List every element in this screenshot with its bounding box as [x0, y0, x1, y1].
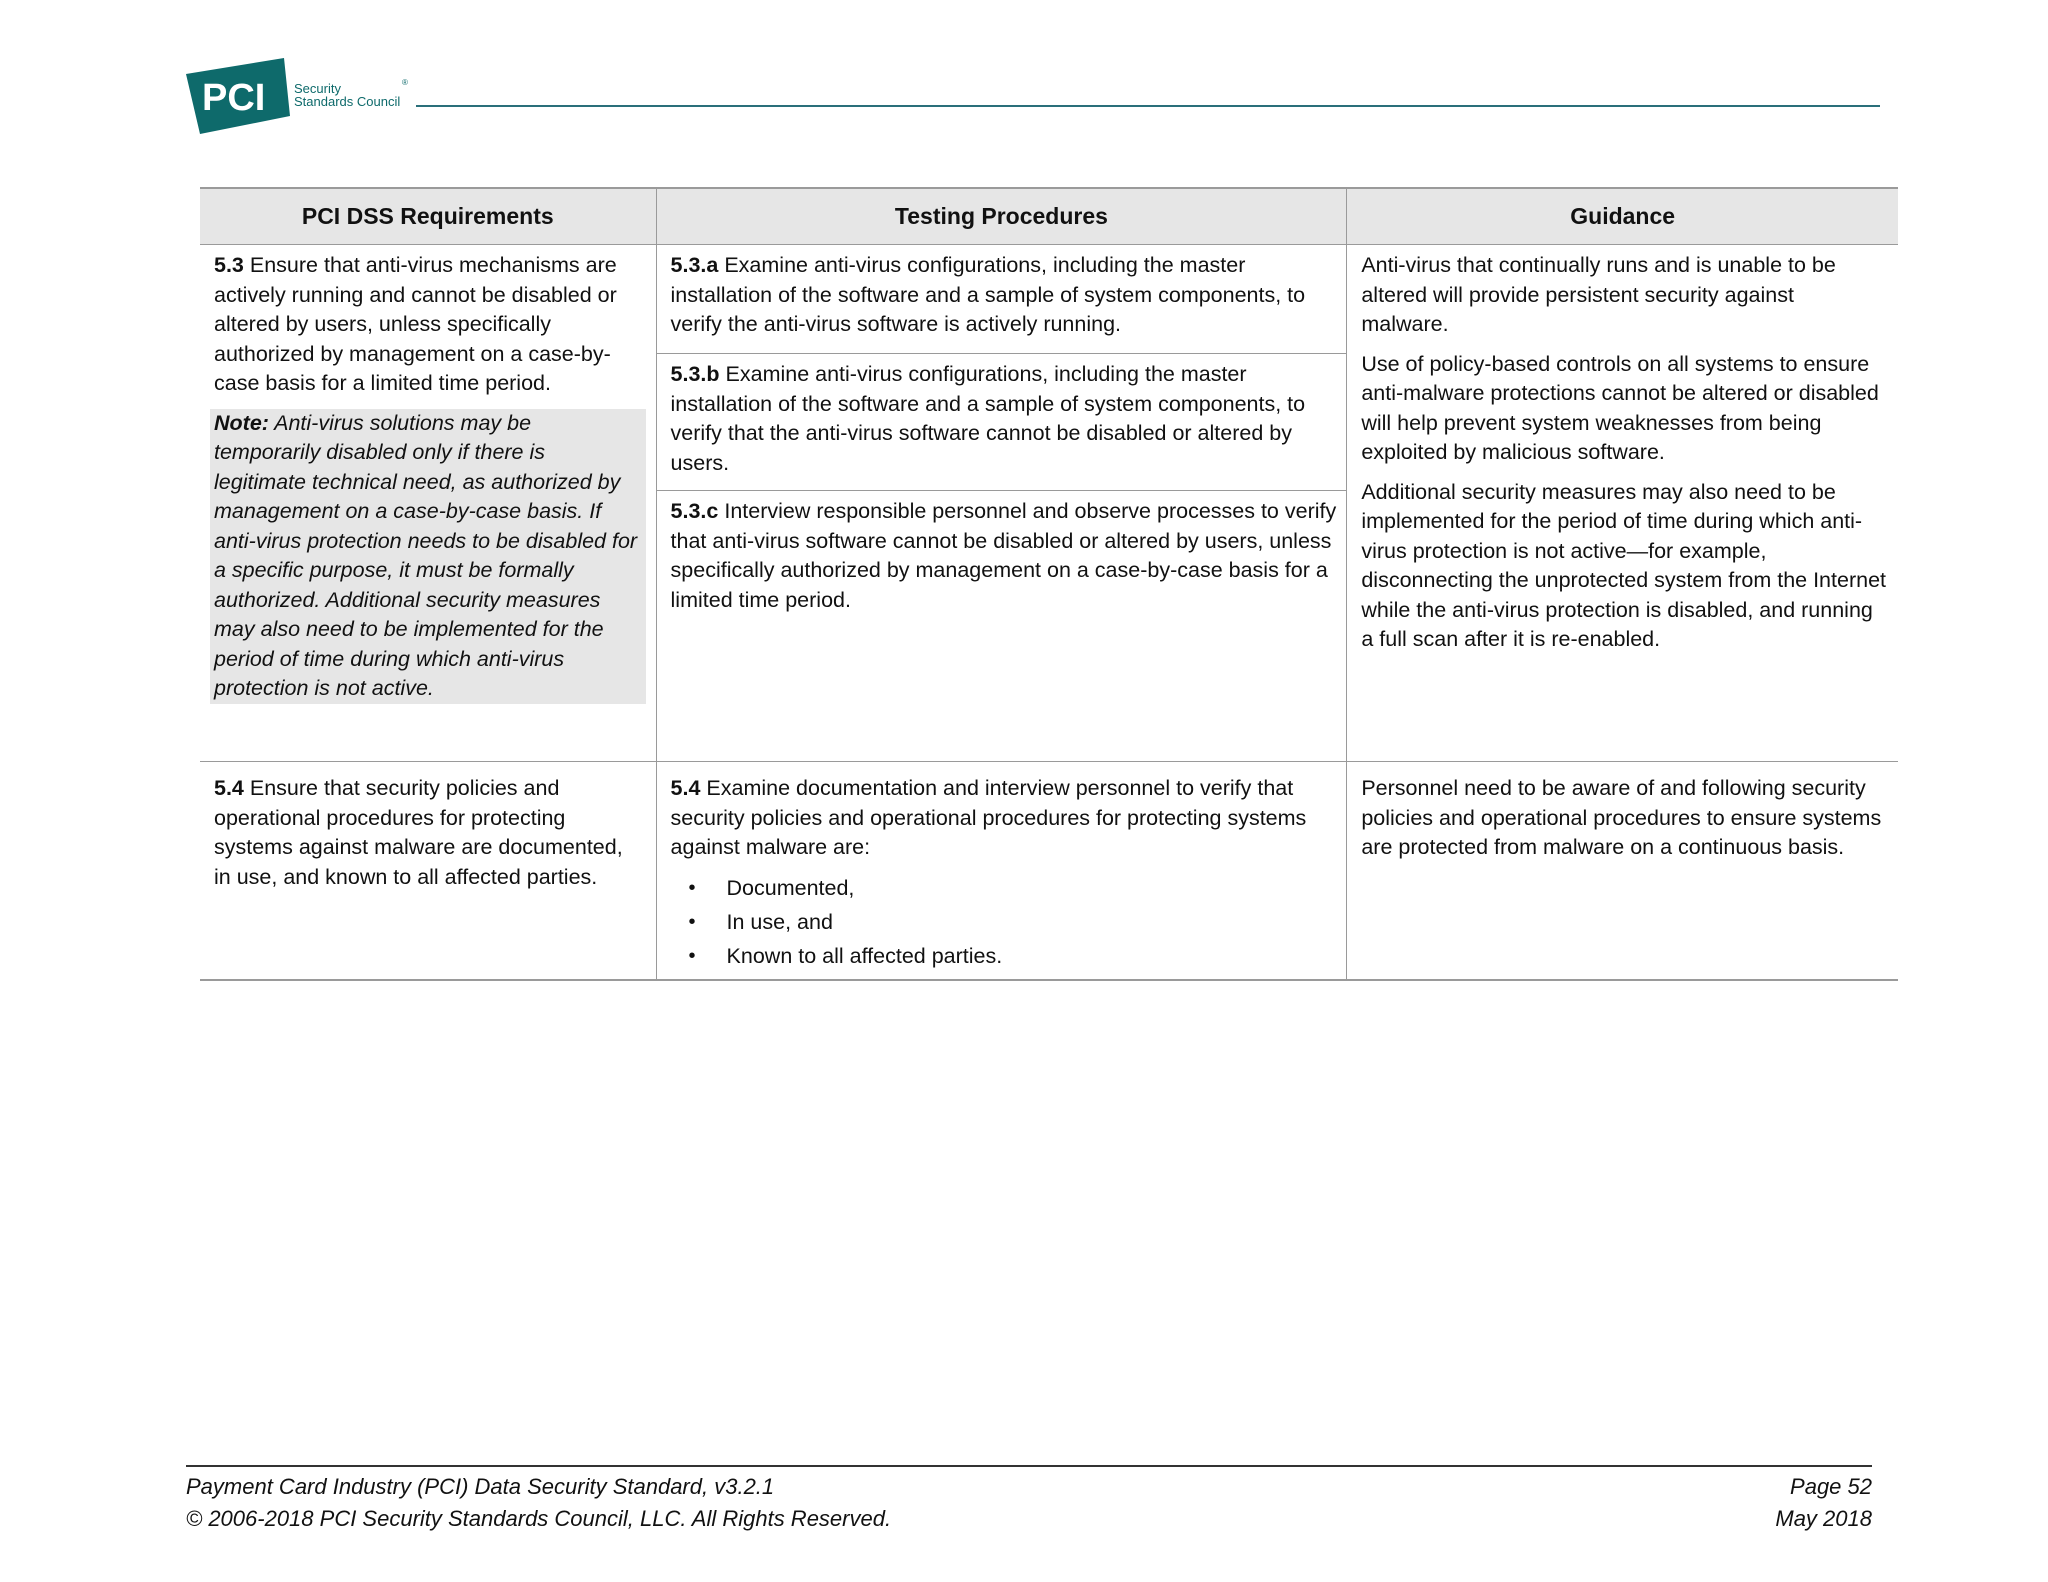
testing-body: Examine anti-virus configurations, including the master installation of the software and a sample of system components, to verify that the anti-virus software cannot be disabled or altered by users. — [670, 362, 1306, 475]
header-requirements: PCI DSS Requirements — [200, 188, 656, 245]
testing-id: 5.3.c — [670, 499, 719, 523]
logo-wordmark — [294, 82, 400, 108]
testing-body: Examine documentation and interview personnel to verify that security policies and operational procedures for protecting systems against malware are: — [670, 776, 1307, 859]
testing-procedure — [657, 245, 1347, 354]
guidance-paragraph: Anti-virus that continually runs and is unable to be altered will provide persistent security against malware. — [1361, 253, 1836, 336]
requirement-note — [210, 409, 646, 704]
pci-logo-icon — [186, 58, 290, 134]
table-row — [200, 245, 1898, 762]
bullet-icon: • — [688, 910, 696, 933]
guidance-paragraph: Personnel need to be aware of and following security policies and operational procedures to ensure systems are protected from malware on a continuous basis. — [1361, 776, 1882, 859]
header-testing-procedures: Testing Procedures — [656, 188, 1347, 245]
footer-date: May 2018 — [1775, 1506, 1872, 1531]
testing-id: 5.3.b — [670, 362, 720, 386]
testing-body: Examine anti-virus configurations, including the master installation of the software and a sample of system components, to verify the anti-virus software is actively running. — [670, 253, 1306, 336]
requirement-cell — [200, 762, 656, 980]
footer-row — [186, 1503, 1872, 1535]
requirement-cell — [200, 245, 656, 762]
testing-id: 5.3.a — [670, 253, 719, 277]
testing-id: 5.4 — [670, 776, 701, 800]
bullet-text: Known to all affected parties. — [726, 943, 1003, 968]
requirements-table — [200, 187, 1898, 981]
guidance-cell — [1347, 762, 1898, 980]
requirement-body: Ensure that anti-virus mechanisms are actively running and cannot be disabled or altered by users, unless specifically authorized by management on a case-by-case basis for a limited time period. — [214, 253, 617, 395]
header-guidance: Guidance — [1347, 188, 1898, 245]
logo-registered-mark: ® — [402, 78, 408, 87]
page-footer — [186, 1465, 1872, 1535]
list-item — [689, 905, 1335, 939]
testing-body: Interview responsible personnel and observe processes to verify that anti-virus software cannot be disabled or altered by users, unless specifically authorized by management on a case-by-case basis for a limited time period. — [670, 499, 1337, 612]
guidance-paragraph: Use of policy-based controls on all systems to ensure anti-malware protections cannot be altered or disabled will help prevent system weaknesses from being exploited by malicious software. — [1361, 351, 1879, 464]
logo-mark-text: PCI — [202, 77, 266, 119]
testing-bullet-list — [671, 871, 1335, 973]
list-item — [689, 871, 1335, 905]
requirement-id: 5.3 — [214, 253, 244, 277]
bullet-text: In use, and — [726, 909, 833, 934]
guidance-paragraph: Additional security measures may also need to be implemented for the period of time during which anti-virus protection is not active—for example, disconnecting the unprotected system from the Internet while the anti-virus protection is disabled, and running a full scan after it is re-enabled. — [1361, 479, 1886, 651]
requirement-id: 5.4 — [214, 776, 244, 800]
requirement-text — [214, 251, 644, 399]
note-body: Anti-virus solutions may be temporarily disabled only if there is legitimate technical need, as authorized by management on a case-by-case basis. If anti-virus protection needs to be disabled for a specific purpose, it must be formally authorized. Additional security measures may also need to be implemented for the period of time during which anti-virus protection is not active. — [214, 410, 638, 700]
requirement-text — [214, 774, 644, 892]
testing-procedure — [657, 491, 1347, 761]
requirement-body: Ensure that security policies and operational procedures for protecting systems against malware are documented, in use, and known to all affected parties. — [214, 776, 623, 889]
bullet-icon: • — [688, 944, 696, 967]
footer-copyright: © 2006-2018 PCI Security Standards Council, LLC. All Rights Reserved. — [186, 1506, 892, 1531]
testing-procedure — [657, 354, 1347, 491]
note-label: Note: — [214, 410, 269, 435]
testing-cell — [656, 245, 1347, 762]
guidance-cell — [1347, 245, 1898, 762]
list-item — [689, 939, 1335, 973]
footer-document-title: Payment Card Industry (PCI) Data Security Standard, v3.2.1 — [186, 1474, 775, 1499]
table-header-row — [200, 188, 1898, 245]
header-rule — [416, 105, 1880, 107]
page-header — [186, 58, 1886, 134]
testing-cell — [656, 762, 1347, 980]
logo-line-1: Security — [294, 81, 341, 96]
logo-line-2: Standards Council — [294, 94, 401, 109]
footer-row — [186, 1471, 1872, 1503]
testing-procedure — [671, 774, 1335, 863]
bullet-icon: • — [688, 876, 696, 899]
footer-page-number: Page 52 — [1790, 1474, 1872, 1499]
bullet-text: Documented, — [726, 875, 855, 900]
table-row — [200, 762, 1898, 980]
